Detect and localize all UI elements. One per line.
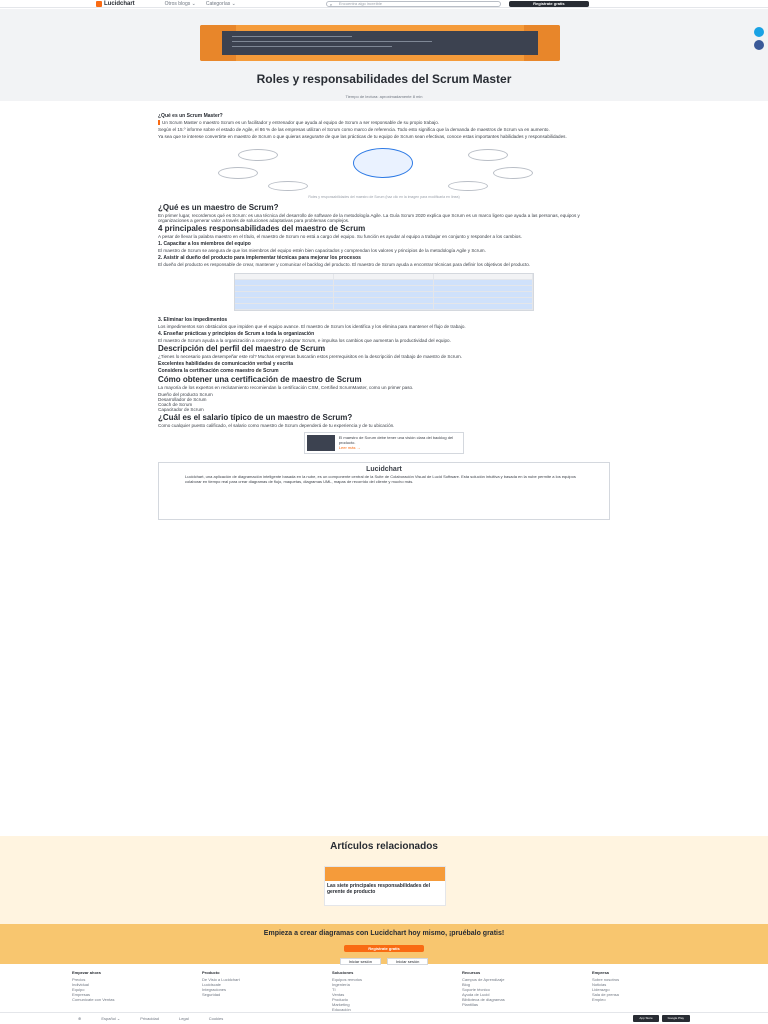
section-paragraph: ¿Tienes lo necesario para desempeñar este rol? Muchas empresas buscarán estos prerrequisitos en la descripción del trabajo de maestro de Scrum. [158, 354, 462, 359]
footer-heading: Producto [202, 970, 220, 975]
footer-column [72, 970, 162, 1006]
related-article-title: Las siete principales responsabilidades del gerente de producto [327, 883, 431, 895]
footer [0, 966, 768, 1010]
footer-link[interactable]: Comunícate con Ventas [72, 997, 115, 1002]
section-paragraph: Como cualquier puesto calificado, el salario como maestro de Scrum dependerá de tu experiencia y de tu ubicación. [158, 423, 395, 428]
about-lucidchart-box [158, 462, 610, 520]
reading-time: Tiempo de lectura: aproximadamente 8 min [345, 94, 423, 99]
promo-card[interactable] [304, 432, 464, 454]
promo-thumbnail [307, 435, 335, 451]
certification-heading: Considera la certificación como maestro de Scrum [158, 368, 279, 374]
app-store-badge[interactable]: App Store [633, 1015, 658, 1022]
signup-banner [0, 924, 768, 964]
nav-menu [165, 1, 236, 7]
lucidchart-logo[interactable] [96, 1, 135, 7]
footer-link[interactable]: Campus de Aprendizaje [462, 977, 505, 982]
section-paragraph: En primer lugar, recordemos qué es Scrum: es una técnica del desarrollo de software de la metodología Agile. La Guía Scrum 2020 explica que Scrum es un marco ligero que ayuda a las personas, equipos y organizaciones a generar valor a través de soluciones adaptativas para problemas complejos. [158, 213, 580, 223]
footer-link[interactable]: Soporte técnico [462, 987, 490, 992]
responsibility-1-text: El maestro de Scrum se asegura de que los miembros del equipo estén bien capacitados y comprendan los valores y principios de la metodología Agile y Scrum. [158, 248, 486, 253]
footer-link[interactable]: Individual [72, 982, 89, 987]
nav-categories[interactable]: Categorías ⌄ [205, 0, 236, 7]
footer-link[interactable]: Empresas [72, 992, 91, 997]
footer-link[interactable]: Marketing [332, 1002, 350, 1007]
scrum-master-diagram[interactable] [158, 143, 610, 193]
section-heading-certification: Cómo obtener una certificación de maestro de Scrum [158, 375, 362, 384]
footer-link[interactable]: Ventas [332, 992, 345, 997]
footer-link[interactable]: Equipo [72, 987, 85, 992]
top-navigation [0, 0, 768, 8]
lucid-logo-icon [96, 1, 102, 7]
logo-text: Lucidchart [104, 0, 135, 7]
footer-link[interactable]: Plantillas [462, 1002, 479, 1007]
footer-column [462, 970, 552, 1006]
section-paragraph: A pesar de llevar la palabra maestro en el título, el maestro de Scrum no está a cargo del equipo. Su función es ayudar al equipo a trabajar en conjunto y responder a los cambios. [158, 234, 522, 239]
search-icon: ⌕ [329, 1, 333, 7]
footer-link[interactable]: Sala de prensa [592, 992, 619, 997]
footer-link[interactable]: Integraciones [202, 987, 227, 992]
backlog-table-image[interactable] [234, 273, 534, 311]
footer-link[interactable]: Producto [332, 997, 349, 1002]
footer-link[interactable]: Seguridad [202, 992, 221, 997]
responsibility-4: 4. Enseñar prácticas y principios de Scrum a toda la organización [158, 331, 315, 337]
promo-text: El maestro de Scrum debe tener una visión clara del backlog del producto. [338, 435, 454, 445]
footer-heading: Recursos [462, 970, 481, 975]
app-store-badges [633, 1015, 690, 1022]
footer-link[interactable]: Ayuda de Lucid [462, 992, 490, 997]
responsibility-4-text: El maestro de Scrum ayuda a la organización a comprender y adoptar Scrum, e impulsa los cambios que aumentan la productividad del equipo. [158, 338, 451, 343]
responsibility-3: 3. Eliminar los impedimentos [158, 317, 228, 323]
intro-paragraph-1: Según el 15.º informe sobre el estado de Agile, el 86 % de las empresas utilizan el Scrum como marco de referencia. Todo esto significa que la demanda de maestros de Scrum va en aumento. [158, 127, 550, 132]
sso-buttons [0, 958, 768, 965]
promo-link[interactable]: Leer más → [338, 445, 361, 450]
footer-link[interactable]: Ingeniería [332, 982, 350, 987]
responsibility-1: 1. Capacitar a los miembros del equipo [158, 241, 251, 247]
intro-callout: Un Scrum Master o maestro Scrum es un facilitador y entrenador que ayuda al equipo de Scrum a ser responsable de su propio trabajo. [158, 120, 610, 125]
article-title: Roles y responsabilidades del Scrum Master [256, 72, 512, 86]
section-heading-responsibilities: 4 principales responsabilidades del maestro de Scrum [158, 224, 366, 233]
responsibility-3-text: Los impedimentos son obstáculos que impiden que el equipo avance. El maestro de Scrum los identifica y los elimina para mantener el flujo de trabajo. [158, 324, 466, 329]
footer-link[interactable]: Equipos remotos [332, 977, 363, 982]
footer-heading: Soluciones [332, 970, 354, 975]
footer-heading: Empresa [592, 970, 609, 975]
legal-link[interactable]: Legal [178, 1016, 189, 1021]
language-select[interactable]: Español ⌄ [101, 1016, 121, 1021]
nav-other-blogs[interactable]: Otros blogs ⌄ [164, 0, 196, 7]
footer-column [202, 970, 292, 1006]
search-input[interactable] [326, 1, 501, 7]
footer-link[interactable]: Empleo [592, 997, 606, 1002]
footer-link[interactable]: Sobre nosotros [592, 977, 620, 982]
footer-bottom-bar [0, 1012, 768, 1024]
diagram-caption: Roles y responsabilidades del maestro de Scrum (haz clic en la imagen para modificarla en línea) [308, 195, 460, 199]
skills-heading: Excelentes habilidades de comunicación verbal y escrita [158, 361, 294, 367]
related-article-image [325, 867, 445, 881]
cookies-link[interactable]: Cookies [208, 1016, 224, 1021]
footer-column [592, 970, 682, 1006]
about-lucidchart-text: Lucidchart, una aplicación de diagramación inteligente basada en la nube, es un componente central de la Suite de Colaboración Visual de Lucid Software. Esta solución intuitiva y basada en la nube permite a los equipos colaborar en tiempo real para crear diagramas de flujo, maquetas, diagramas UML, mapas de recorrido del cliente y mucho más. [185, 474, 576, 484]
list-item: Capacitador de Scrum [158, 407, 204, 412]
list-item: Desarrollador de Scrum [158, 397, 207, 402]
google-play-badge[interactable]: Google Play [662, 1015, 690, 1022]
list-item: Dueño del producto Scrum [158, 392, 213, 397]
signup-button[interactable]: Regístrate gratis [344, 945, 424, 952]
responsibility-2: 2. Asistir al dueño del producto para implementar técnicas para mejorar los procesos [158, 255, 361, 261]
twitter-share-icon[interactable] [754, 27, 764, 37]
share-bar [754, 27, 764, 50]
footer-link[interactable]: Biblioteca de diagramas [462, 997, 505, 1002]
section-paragraph: La mayoría de los expertos en reclutamiento recomiendan la certificación CSM, Certified ScrumMaster, como un primer paso. [158, 385, 414, 390]
section-heading-what-is: ¿Qué es un maestro de Scrum? [158, 203, 279, 212]
register-button[interactable]: Regístrate gratis [509, 1, 589, 7]
footer-column [332, 970, 422, 1012]
search-placeholder: Encuentra algo increíble [338, 1, 383, 6]
footer-link[interactable]: Lucidscale [202, 982, 221, 987]
footer-link[interactable]: Noticias [592, 982, 607, 987]
related-title: Artículos relacionados [330, 841, 438, 852]
privacy-link[interactable]: Privacidad [140, 1016, 159, 1021]
footer-link[interactable]: Blog [462, 982, 471, 987]
hero-section [0, 9, 768, 101]
lucidchart-brand: Lucidchart [366, 466, 402, 473]
article-body [158, 112, 610, 520]
related-articles [0, 836, 768, 924]
footer-link[interactable]: Liderazgo [592, 987, 610, 992]
footer-link[interactable]: De Visio a Lucidchart [202, 977, 240, 982]
intro-paragraph-2: Ya sea que te interese convertirte en maestro de Scrum o que quieras asegurarte de que las prácticas de tu equipo de Scrum sean efectivas, conoce estas importantes habilidades y responsabilidades. [158, 134, 567, 139]
globe-icon: ⊕ [78, 1016, 82, 1021]
section-heading-profile: Descripción del perfil del maestro de Scrum [158, 344, 326, 353]
responsibility-2-text: El dueño del producto es responsable de crear, mantener y comunicar el backlog del producto. El maestro de Scrum ayuda a encontrar técnicas para definir los objetivos del producto. [158, 262, 531, 267]
footer-link[interactable]: Precios [72, 977, 86, 982]
related-article-card[interactable] [324, 866, 446, 906]
footer-link[interactable]: TI [332, 987, 336, 992]
cert-list [158, 392, 610, 412]
microsoft-signin-button[interactable]: Iniciar sesión [387, 958, 428, 965]
footer-link[interactable]: Educación [332, 1007, 351, 1012]
list-item: Coach de Scrum [158, 402, 193, 407]
section-heading-salary: ¿Cuál es el salario típico de un maestro de Scrum? [158, 413, 353, 422]
footer-heading: Empezar ahora [72, 970, 101, 975]
signup-title: Empieza a crear diagramas con Lucidchart hoy mismo, ¡pruébalo gratis! [263, 930, 505, 937]
facebook-share-icon[interactable] [754, 40, 764, 50]
intro-heading: ¿Qué es un Scrum Master? [158, 113, 223, 119]
hero-illustration [200, 25, 560, 61]
google-signin-button[interactable]: Iniciar sesión [340, 958, 381, 965]
